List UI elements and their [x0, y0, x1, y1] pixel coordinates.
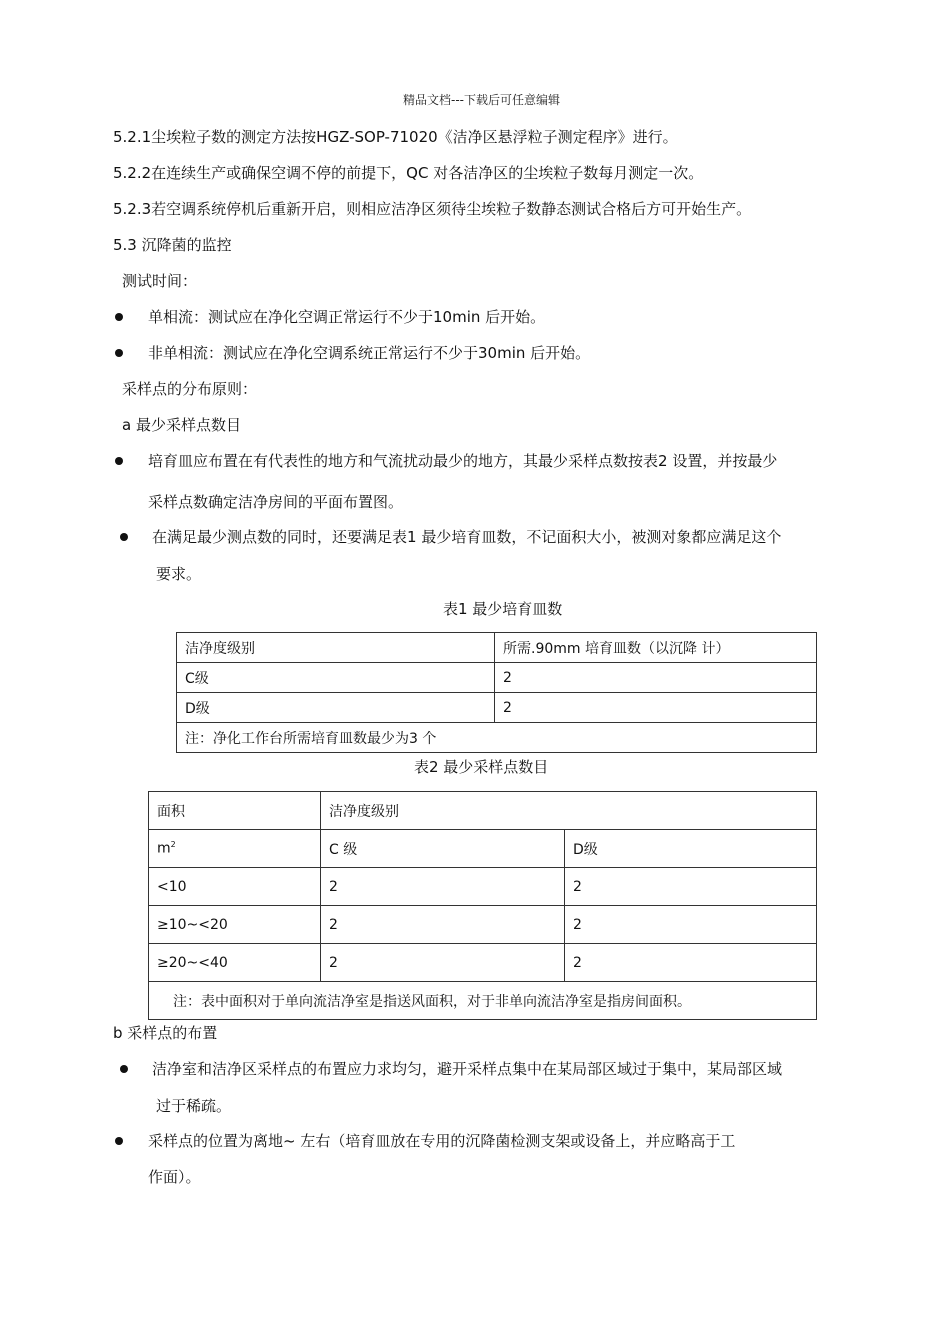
bullet-dot — [115, 1137, 123, 1145]
bullet-dot — [120, 1065, 128, 1073]
table2 — [148, 791, 817, 1020]
table2-caption: 表2 最少采样点数目 — [414, 758, 549, 776]
subsection-b-heading: b 采样点的布置 — [113, 1024, 218, 1042]
table-cell: 洁净度级别 — [321, 792, 817, 830]
table-cell: ≥10~<20 — [149, 906, 321, 944]
table-cell: 洁净度级别 — [177, 633, 495, 663]
distribution-principle-label: 采样点的分布原则： — [122, 380, 258, 398]
bullet-dot — [115, 349, 123, 357]
paragraph-5-2-2: 5.2.2在连续生产或确保空调不停的前提下，QC 对各洁净区的尘埃粒子数每月测定一次。 — [113, 164, 704, 182]
table-cell: 2 — [495, 693, 817, 723]
table-cell: 2 — [565, 944, 817, 982]
table-row — [177, 693, 817, 723]
area-unit-superscript: 2 — [170, 840, 176, 850]
table-row — [149, 868, 817, 906]
table-cell: C级 — [177, 663, 495, 693]
table2-note: 注：表中面积对于单向流洁净室是指送风面积，对于非单向流洁净室是指房间面积。 — [149, 982, 817, 1020]
bullet-position-line2: 作面）。 — [148, 1168, 201, 1186]
bullet-min-points-line1: 在满足最少测点数的同时，还要满足表1 最少培育皿数，不记面积大小，被测对象都应满足这个 — [152, 528, 782, 546]
table-row — [149, 944, 817, 982]
table-cell: D级 — [177, 693, 495, 723]
bullet-dish-layout-line1: 培育皿应布置在有代表性的地方和气流扰动最少的地方，其最少采样点数按表2 设置，并按最少 — [148, 452, 778, 470]
table-row — [149, 906, 817, 944]
bullet-dot — [120, 533, 128, 541]
bullet-non-single-flow: 非单相流：测试应在净化空调系统正常运行不少于30min 后开始。 — [148, 344, 591, 362]
page-header: 精品文档---下载后可任意编辑 — [403, 93, 560, 107]
table-cell: D级 — [565, 830, 817, 868]
bullet-min-points-line2: 要求。 — [156, 565, 202, 583]
bullet-position-line1: 采样点的位置为离地~ 左右（培育皿放在专用的沉降菌检测支架或设备上，并应略高于工 — [148, 1132, 736, 1150]
table-row — [177, 633, 817, 663]
table-cell: 所需.90mm 培育皿数（以沉降 计） — [495, 633, 817, 663]
table-row — [149, 830, 817, 868]
bullet-dot — [115, 457, 123, 465]
table-cell: 2 — [495, 663, 817, 693]
table-cell: 2 — [321, 944, 565, 982]
bullet-single-flow: 单相流：测试应在净化空调正常运行不少于10min 后开始。 — [148, 308, 546, 326]
bullet-even-layout-line1: 洁净室和洁净区采样点的布置应力求均匀，避开采样点集中在某局部区域过于集中，某局部区域 — [152, 1060, 783, 1078]
table-cell: ≥20~<40 — [149, 944, 321, 982]
table1-note: 注：净化工作台所需培育皿数最少为3 个 — [177, 723, 817, 753]
bullet-dish-layout-line2: 采样点数确定洁净房间的平面布置图。 — [148, 493, 404, 511]
subsection-a-heading: a 最少采样点数目 — [122, 416, 241, 434]
table-cell: 面积 — [149, 792, 321, 830]
paragraph-5-2-3: 5.2.3若空调系统停机后重新开启，则相应洁净区须待尘埃粒子数静态测试合格后方可开始生产。 — [113, 200, 752, 218]
table-cell — [149, 830, 321, 868]
table-row — [149, 982, 817, 1020]
bullet-dot — [115, 313, 123, 321]
test-time-label: 测试时间： — [122, 272, 198, 290]
table-row — [177, 723, 817, 753]
table-cell: 2 — [321, 868, 565, 906]
table-row — [177, 663, 817, 693]
area-unit: m — [157, 840, 171, 857]
table-cell: 2 — [321, 906, 565, 944]
table-cell: 2 — [565, 868, 817, 906]
table-row — [149, 792, 817, 830]
table1 — [176, 632, 817, 753]
bullet-even-layout-line2: 过于稀疏。 — [156, 1097, 232, 1115]
paragraph-5-2-1: 5.2.1尘埃粒子数的测定方法按HGZ-SOP-71020《洁净区悬浮粒子测定程序》进行。 — [113, 128, 678, 146]
table-cell: C 级 — [321, 830, 565, 868]
table-cell: <10 — [149, 868, 321, 906]
table-cell: 2 — [565, 906, 817, 944]
section-5-3-heading: 5.3 沉降菌的监控 — [113, 236, 232, 254]
table1-caption: 表1 最少培育皿数 — [443, 600, 563, 618]
